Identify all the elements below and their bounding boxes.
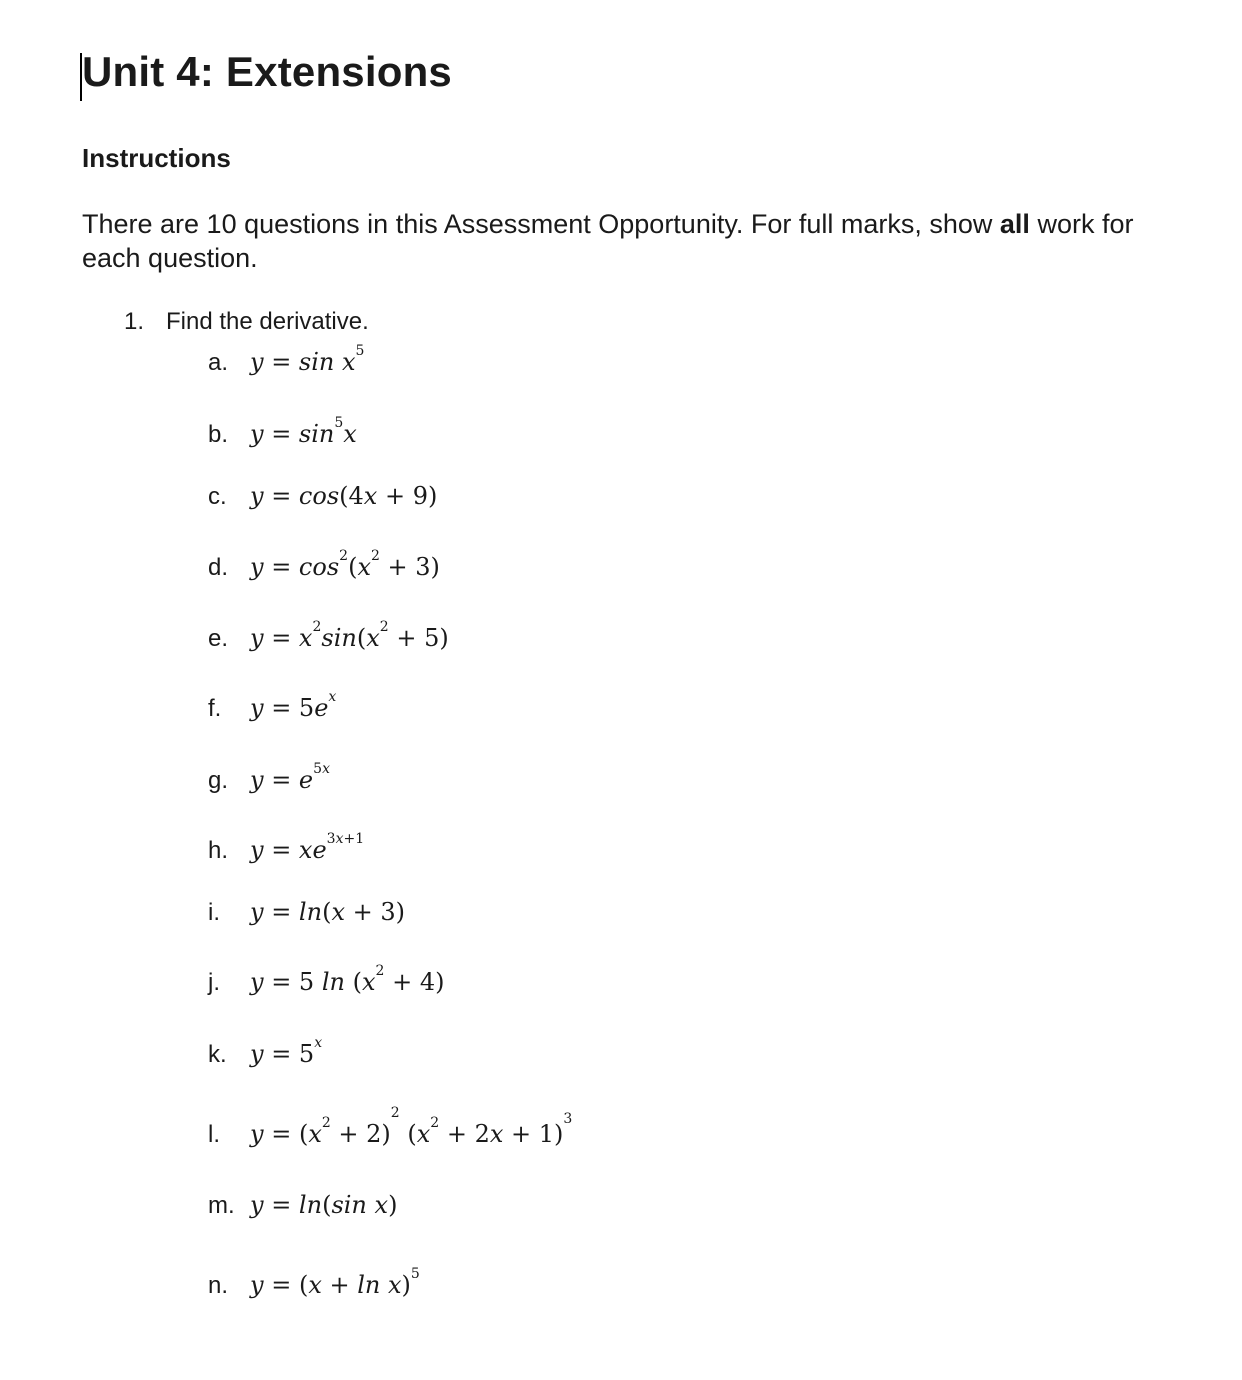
- part-label: e.: [208, 625, 229, 652]
- part-label: h.: [208, 837, 229, 864]
- part-b: [208, 415, 357, 449]
- question-prompt: Find the derivative.: [166, 308, 369, 335]
- equation-h: $y = xe^{3x+1}$: [250, 831, 365, 864]
- part-label: n.: [208, 1272, 229, 1299]
- part-k: [208, 1035, 323, 1069]
- equation-b: $y = \sin^5x$: [250, 415, 357, 448]
- equation-j: y = 5 $\ln (x^2 + 4)$: [250, 963, 445, 996]
- equation-n: $y = (x + \ln x)^5$: [250, 1266, 420, 1299]
- part-label: b.: [208, 421, 229, 448]
- part-i: [208, 898, 405, 927]
- part-m: [208, 1191, 397, 1220]
- equation-m: y = ln(sin x): [250, 1191, 398, 1219]
- part-f: [208, 689, 337, 723]
- equation-g: $y = e^{5x}$: [250, 761, 330, 794]
- part-label: f.: [208, 695, 222, 722]
- question-number: 1.: [124, 308, 145, 335]
- part-n: [208, 1266, 420, 1300]
- instructions-heading: Instructions: [82, 143, 231, 173]
- part-c: [208, 482, 437, 511]
- part-label: j.: [208, 969, 220, 996]
- part-h: [208, 831, 365, 865]
- equation-i: y = ln(x + 3): [250, 898, 405, 926]
- part-label: l.: [208, 1121, 220, 1148]
- part-label: k.: [208, 1041, 227, 1068]
- intro-text-2: work for each question.: [82, 209, 1134, 273]
- part-d: [208, 548, 440, 582]
- equation-k: $y = 5^x$: [250, 1035, 323, 1068]
- instructions-paragraph: [82, 207, 1182, 275]
- part-l: [208, 1105, 573, 1149]
- part-label: a.: [208, 349, 229, 376]
- equation-e: $y = x^2\sin(x^2 + 5)$: [250, 619, 449, 652]
- equation-a: $y = \sin x^5$: [250, 343, 365, 376]
- part-e: [208, 619, 449, 653]
- intro-bold-word: all: [999, 209, 1030, 239]
- page-title: Unit 4: Extensions: [82, 48, 452, 95]
- part-g: [208, 761, 330, 795]
- part-label: i.: [208, 899, 220, 926]
- intro-text-1: There are 10 questions in this Assessment Opportunity. For full marks, show: [82, 209, 1000, 239]
- question-1: [124, 308, 369, 336]
- equation-l: $y = (x^2 + 2)^2$ $(x^2 + 2x + 1)^3$: [250, 1105, 573, 1148]
- equation-d: $y = \cos^2(x^2 + 3)$: [250, 548, 440, 581]
- equation-c: y = cos(4x + 9): [250, 482, 438, 510]
- part-j: [208, 963, 445, 997]
- part-label: c.: [208, 483, 227, 510]
- equation-f: $y = 5e^x$: [250, 689, 337, 722]
- part-a: [208, 343, 365, 377]
- part-label: m.: [208, 1192, 235, 1219]
- part-label: d.: [208, 554, 229, 581]
- part-label: g.: [208, 767, 229, 794]
